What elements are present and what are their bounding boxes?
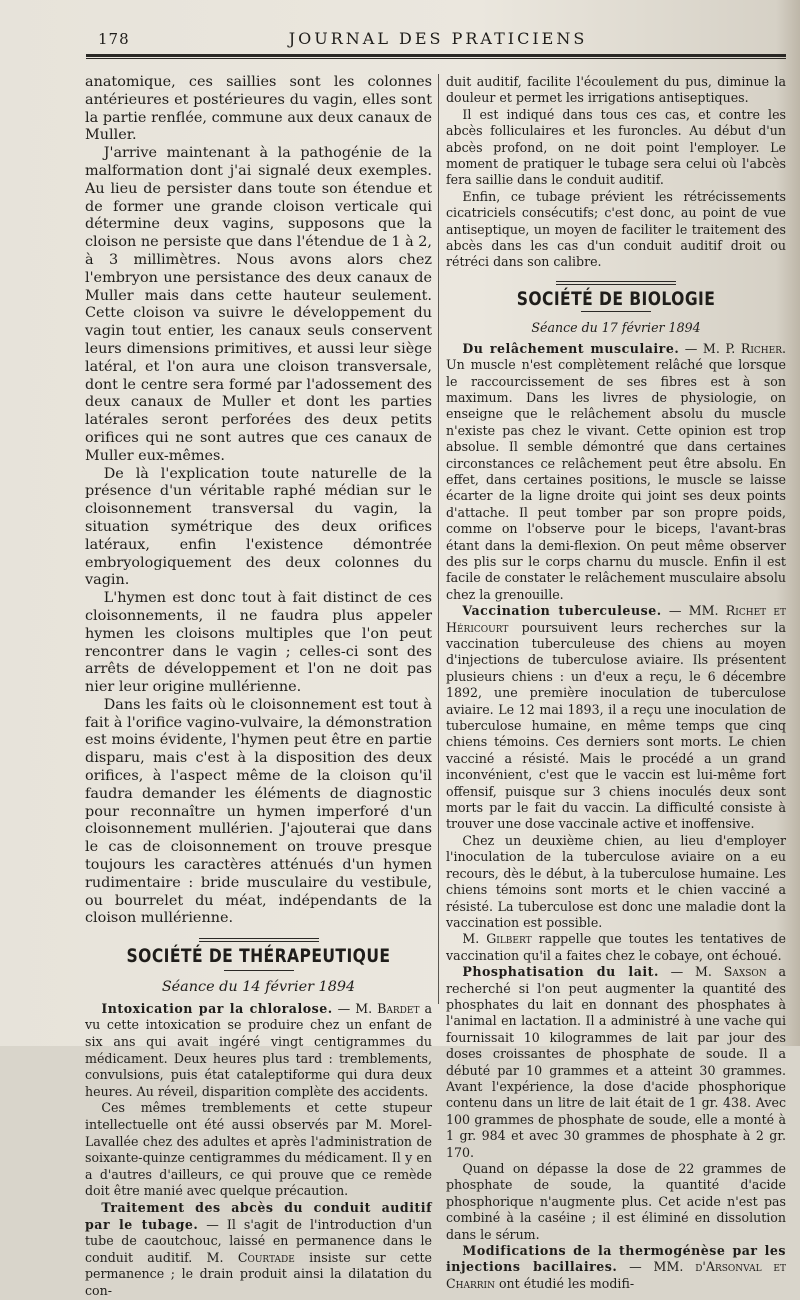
- section-title-biologie: SOCIÉTÉ DE BIOLOGIE: [516, 287, 716, 310]
- text: . Un muscle n'est complètement relâché que lorsque le raccourcissement de ses fibres est à son maximum. Dans les livres de physiologie, on enseigne que le relâchement absolu du muscle n'existe pas chez le vivant. Cette opinion est trop absolue. Il semble démontré que dans certaines circonstances ce relâchement peut être absolu. En effet, dans certaines positions, le muscle se laisse écarter de la ligne droite qui joint ses deux points d'attache. Il peut tomber par son propre poids, comme on l'observe pour le biceps, l'avant-bras étant dans la demi-flexion. On peut même observer des plis sur le corps charnu du muscle. Enfin il est facile de constater le relâchement musculaire absolu chez la grenouille.: [446, 340, 786, 602]
- topic-heading: Phosphatisation du lait.: [462, 964, 659, 980]
- text: — M.: [332, 1000, 378, 1016]
- header-rule: [86, 54, 786, 59]
- column-divider: [438, 74, 439, 1004]
- topic-heading: Du relâchement musculaire.: [462, 340, 680, 356]
- paragraph: anatomique, ces saillies sont les colonnes antérieures et postérieures du vagin, elles sont la partie renflée, commune aux deux canaux de Muller.: [85, 74, 432, 144]
- text: M.: [462, 931, 487, 947]
- section-title-underline: [224, 970, 294, 971]
- text: a recherché si l'on peut augmenter la quantité des phosphates du lait en donnant des phosphates à l'animal en lactation. Il a administré à une vache qui fournissait 10 kilogrammes de lait par jour des doses croissantes de phosphate de soude. Il a débuté par 10 grammes et a atteint 30 grammes. Avant l'expérience, la dose d'acide phosphorique contenu dans un litre de lait était de 1 gr. 438. Avec 100 grammes de phosphate de soude, elle a monté à 1 gr. 984 et avec 30 grammes de phosphate à 2 gr. 170.: [446, 964, 786, 1160]
- text: — MM.: [661, 603, 726, 619]
- paragraph: [446, 1243, 786, 1292]
- page-number: 178: [98, 30, 130, 48]
- text: poursuivent leurs recherches sur la vaccination tuberculeuse des chiens au moyen d'injections de tuberculose aviaire. Ils présentent plusieurs chiens : un d'eux a reçu, le 6 décembre 1892, une première inoculation de tuberculose aviaire. Le 12 mai 1893, il a reçu une inoculation de tuberculose humaine, en même temps que cinq chiens témoins. Ces derniers sont morts. Le chien vacciné a résisté. Mais le procédé a un grand inconvénient, c'est que le vaccin est lui-même fort offensif, puisque sur 3 chiens inoculés deux sont morts par le fait du vaccin. La difficulté consiste à trouver une dose vaccinale active et inoffensive.: [446, 619, 786, 832]
- text: — M.: [679, 340, 726, 356]
- text: rappelle que toutes les tentatives de vaccination qu'il a faites chez le cobaye, ont échoué.: [446, 931, 786, 963]
- section-title-therapeutique: SOCIÉTÉ DE THÉRAPEUTIQUE: [126, 945, 391, 968]
- author-name: Gilbert: [486, 931, 532, 947]
- paragraph: [446, 931, 786, 964]
- text: — Il s'agit de l'introduction d'un tube de caoutchouc, laissé en permanence dans le conduit auditif. M.: [85, 1216, 432, 1265]
- paragraph: Chez un deuxième chien, au lieu d'employer l'inoculation de la tuberculose aviaire on a eu recours, dès le début, à la tuberculose humaine. Les chiens témoins sont morts et le chien vacciné a résisté. La tuberculose est donc une maladie dont la vaccination est possible.: [446, 832, 786, 930]
- paragraph: Il est indiqué dans tous ces cas, et contre les abcès folliculaires et les furoncles. Au début d'un abcès profond, on ne doit point l'employer. Le moment de pratiquer le tubage sera celui où l'abcès fera saillie dans le conduit auditif.: [446, 106, 786, 188]
- topic-heading: Modifications de la thermogénèse par les injections bacillaires.: [446, 1243, 786, 1275]
- paragraph: Ces mêmes tremblements et cette stupeur intellectuelle ont été aussi observés par M. Morel-Lavallée chez des adultes et après l'administration de soixante-quinze centigrammes du médicament. Il y en a d'autres d'ailleurs, ce qui prouve que ce remède doit être manié avec quelque précaution.: [85, 1100, 432, 1199]
- paragraph: [446, 964, 786, 1161]
- text: insiste sur cette permanence ; le drain produit ainsi la dilatation du con-: [85, 1249, 432, 1298]
- paragraph: [446, 603, 786, 833]
- author-name: Bardet: [377, 1000, 420, 1016]
- paragraph: [85, 1001, 432, 1101]
- page-header: [98, 26, 778, 52]
- paragraph: Quand on dépasse la dose de 22 grammes de phosphate de soude, la quantité d'acide phosphorique n'augmente plus. Cet acide n'est pas combiné à la caséine ; il est éliminé en dissolution dans le sérum.: [446, 1161, 786, 1242]
- text: — MM.: [617, 1259, 696, 1275]
- paragraph: L'hymen est donc tout à fait distinct de ces cloisonnements, il ne faudra plus appeler hymen les cloisons multiples que l'on peut rencontrer dans le vagin ; celles-ci sont des arrêts de développement et l'on ne doit pas nier leur origine mullérienne.: [85, 590, 432, 696]
- section-rule: [199, 938, 319, 942]
- section-title-underline: [581, 311, 651, 312]
- topic-heading: Vaccination tuberculeuse.: [462, 603, 662, 619]
- text: a vu cette intoxication se produire chez un enfant de six ans qui avait ingéré vingt centigrammes du médicament. Deux heures plus tard : tremblements, convulsions, puis état cataleptiforme qui dura deux heures. Au réveil, disparition complète des accidents.: [85, 1000, 433, 1099]
- topic-heading: Intoxication par la chloralose.: [101, 1000, 333, 1016]
- paragraph: J'arrive maintenant à la pathogénie de la malformation dont j'ai signalé deux exemples. Au lieu de persister dans toute son étendue et de former une grande cloison verticale qui détermine deux vagins, supposons que la cloison ne persiste que dans l'étendue de 1 à 2, à 3 millimètres. Nous avons alors chez l'embryon une persistance des deux canaux de Muller mais dans cette hauteur seulement. Cette cloison va suivre le développement du vagin tout entier, les canaux seuls conservent leurs dimensions primitives, et aussi leur siège latéral, et l'on aura une cloison transversale, dont le centre sera formé par l'adossement des deux canaux de Muller et dont les parties latérales seront perforées des deux petits orifices qui ne sont autres que ces canaux de Muller eux-mêmes.: [85, 145, 432, 464]
- paragraph: [85, 1200, 432, 1300]
- author-name: Richet et Héricourt: [446, 603, 786, 635]
- author-name: Saxson: [723, 964, 767, 980]
- session-date: Séance du 14 février 1894: [161, 979, 356, 996]
- topic-heading: Traitement des abcès du conduit auditif par le tubage.: [85, 1199, 432, 1232]
- paragraph: [446, 341, 786, 604]
- paragraph: Dans les faits où le cloisonnement est tout à fait à l'orifice vagino-vulvaire, la démonstration est moins évidente, l'hymen peut être en partie disparu, mais c'est à la disposition des deux orifices, à l'aspect même de la cloison qu'il faudra demander les éléments de diagnostic pour reconnaître un hymen imperforé d'un cloisonnement mullérien. J'ajouterai que dans le cas de cloisonnement on trouve presque toujours les caractères atténués d'un hymen rudimentaire : bride musculaire du vestibule, ou bourrelet du méat, indépendants de la cloison mullérienne.: [85, 696, 432, 927]
- paragraph: duit auditif, facilite l'écoulement du pus, diminue la douleur et permet les irrigations antiseptiques.: [446, 74, 786, 106]
- author-name: d'Arsonval et Charrin: [446, 1259, 786, 1291]
- paragraph: Enfin, ce tubage prévient les rétrécissements cicatriciels consécutifs; c'est donc, au point de vue antiseptique, un moyen de faciliter le traitement des abcès dans les cas d'un conduit auditif droit ou rétréci dans son calibre.: [446, 188, 786, 270]
- session-date: Séance du 17 février 1894: [531, 320, 701, 336]
- author-name: Courtade: [237, 1249, 295, 1265]
- text: — M.: [658, 964, 724, 980]
- paragraph: De là l'explication toute naturelle de la présence d'un véritable raphé médian sur le cloisonnement transversal du vagin, la situation symétrique des deux orifices latéraux, enfin l'existence démontrée embryologiquement des deux colonnes du vagin.: [85, 465, 432, 589]
- left-column: [85, 74, 432, 1300]
- section-rule: [556, 281, 676, 285]
- running-title: JOURNAL DES PRATICIENS: [288, 29, 588, 48]
- text: ont étudié les modifi-: [494, 1275, 635, 1291]
- right-column: [446, 74, 786, 1292]
- author-name: P. Richer: [725, 340, 782, 356]
- section-body: [85, 1001, 432, 1300]
